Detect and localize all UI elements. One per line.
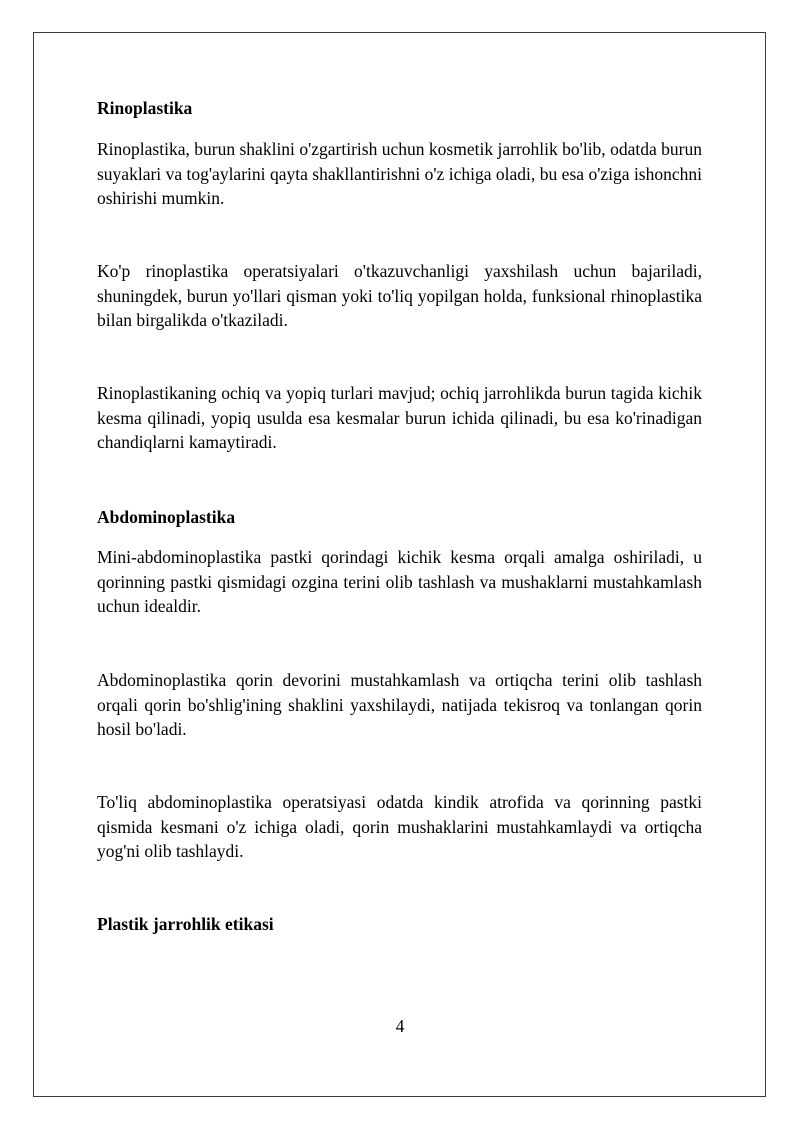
paragraph: To'liq abdominoplastika operatsiyasi odatda kindik atrofida va qorinning pastki qismida kesmani o'z ichiga oladi, qorin mushaklarini mustahkamlaydi va ortiqcha yog'ni olib tashlaydi. (97, 792, 702, 861)
page-number: 4 (395, 1016, 405, 1036)
paragraph: Abdominoplastika qorin devorini mustahkamlash va ortiqcha terini olib tashlash orqali qorin bo'shlig'ining shaklini yaxshilaydi, natijada tekisroq va tonlangan qorin hosil bo'ladi. (97, 670, 702, 739)
paragraph: Mini-abdominoplastika pastki qorindagi kichik kesma orqali amalga oshiriladi, u qorinning pastki qismidagi ozgina terini olib tashlash va mushaklarni mustahkamlash uchun idealdir. (97, 547, 702, 616)
section-heading-rinoplastika: Rinoplastika (97, 98, 193, 118)
section-heading-abdominoplastika: Abdominoplastika (97, 507, 236, 527)
paragraph: Ko'p rinoplastika operatsiyalari o'tkazuvchanligi yaxshilash uchun bajariladi, shuningdek, burun yo'llari qisman yoki to'liq yopilgan holda, funksional rhinoplastika bilan birgalikda o'tkaziladi. (97, 261, 702, 330)
paragraph: Rinoplastika, burun shaklini o'zgartirish uchun kosmetik jarrohlik bo'lib, odatda burun suyaklari va tog'aylarini qayta shakllantirishni o'z ichiga oladi, bu esa o'ziga ishonchni oshirishi mumkin. (97, 139, 702, 208)
section-heading-plastik-jarrohlik-etikasi: Plastik jarrohlik etikasi (97, 914, 274, 934)
paragraph: Rinoplastikaning ochiq va yopiq turlari mavjud; ochiq jarrohlikda burun tagida kichik kesma qilinadi, yopiq usulda esa kesmalar burun ichida qilinadi, bu esa ko'rinadigan chandiqlarni kamaytiradi. (97, 383, 702, 452)
